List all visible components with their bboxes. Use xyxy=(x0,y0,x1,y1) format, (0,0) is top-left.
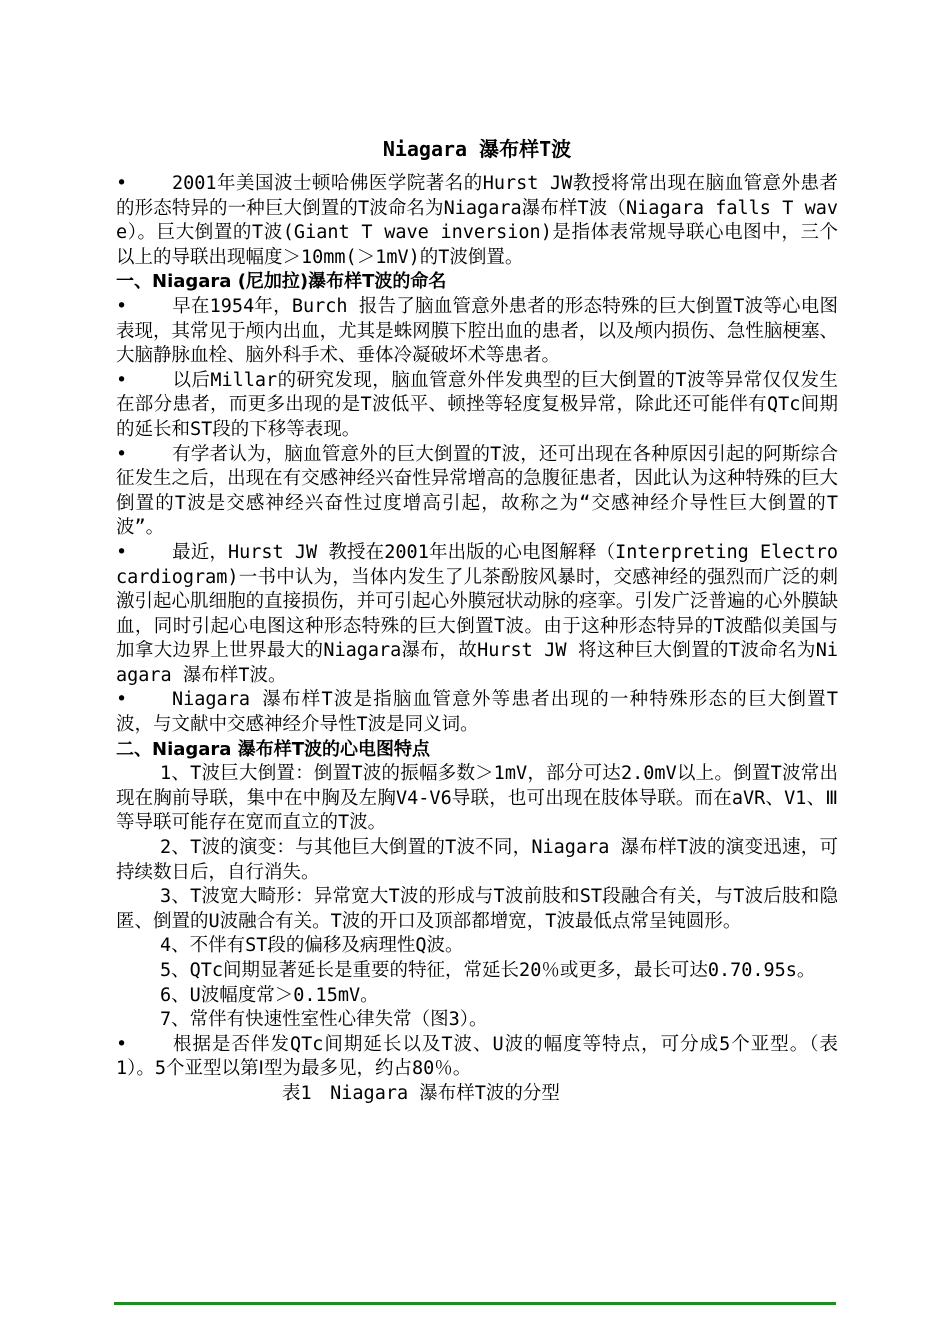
paragraph-text: Niagara 瀑布样T波是指脑血管意外等患者出现的一种特殊形态的巨大倒置T波，与文献中交感神经介导性T波是同义词。 xyxy=(116,689,838,736)
bullet-icon: • xyxy=(116,541,128,563)
paragraph-text: 有学者认为，脑血管意外的巨大倒置的T波，还可出现在各种原因引起的阿斯综合征发生之后，出现在有交感神经兴奋性异常增高的急腹征患者，因此认为这种特殊的巨大倒置的T波是交感神经兴奋性过度增高引起，故称之为“交感神经介导性巨大倒置的T波”。 xyxy=(116,443,838,539)
paragraph-hurst xyxy=(116,541,838,689)
document-title: Niagara 瀑布样T波 xyxy=(382,137,572,161)
bullet-icon: • xyxy=(116,689,128,711)
table-caption: 表1 Niagara 瀑布样T波的分型 xyxy=(282,1082,560,1104)
feature-item-4: 4、不伴有ST段的偏移及病理性Q波。 xyxy=(160,935,464,957)
feature-item-2: 2、T波的演变：与其他巨大倒置的T波不同，Niagara 瀑布样T波的演变迅速，可持续数日后，自行消失。 xyxy=(116,837,838,883)
section-heading-naming: 一、Niagara (尼加拉)瀑布样T波的命名 xyxy=(116,271,447,293)
feature-item-5: 5、QTc间期显著延长是重要的特征，常延长20％或更多，最长可达0.70.95s。 xyxy=(160,960,816,981)
section-heading-ecg-features: 二、Niagara 瀑布样T波的心电图特点 xyxy=(116,738,430,760)
feature-item-6: 6、U波幅度常＞0.15mV。 xyxy=(160,984,379,1006)
paragraph-text: 最近，Hurst JW 教授在2001年出版的心电图解释（Interpreting Electrocardiogram)一书中认为，当体内发生了儿茶酚胺风暴时，交感神经的强烈而广泛的刺激引起心肌细胞的直接损伤，并可引起心外膜冠状动脉的痉挛。引发广泛普遍的心外膜缺血，同时引起心电图这种形态特殊的巨大倒置T波。由于这种形态特异的T波酷似美国与加拿大边界上世界最大的Niagara瀑布，故Hurst JW 将这种巨大倒置的T波命名为Niagara 瀑布样T波。 xyxy=(116,541,838,686)
paragraph-intro xyxy=(116,172,838,270)
bullet-icon: • xyxy=(116,443,128,465)
paragraph-text: 根据是否伴发QTc间期延长以及T波、U波的幅度等特点，可分成5个亚型。（表1）。5个亚型以第Ⅰ型为最多见，约占80％。 xyxy=(116,1033,838,1080)
paragraph-text: 早在1954年，Burch 报告了脑血管意外患者的形态特殊的巨大倒置T波等心电图表现，其常见于颅内出血，尤其是蛛网膜下腔出血的患者，以及颅内损伤、急性脑梗塞、大脑静脉血栓、脑外科手术、垂体冷凝破坏术等患者。 xyxy=(116,295,838,367)
paragraph-text: 2001年美国波士顿哈佛医学院著名的Hurst JW教授将常出现在脑血管意外患者的形态特异的一种巨大倒置的T波命名为Niagara瀑布样T波（Niagara falls T wave）。巨大倒置的T波(Giant T wave inversion)是指体表常规导联心电图中，三个以上的导联出现幅度＞10mm(＞1mV)的T波倒置。 xyxy=(116,173,838,268)
paragraph-subtypes xyxy=(116,1033,838,1082)
bullet-icon: • xyxy=(116,369,128,391)
paragraph-text: 以后Millar的研究发现，脑血管意外伴发典型的巨大倒置的T波等异常仅仅发生在部分患者，而更多出现的是T波低平、顿挫等轻度复极异常，除此还可能伴有QTc间期的延长和ST段的下移等表现。 xyxy=(116,369,838,440)
paragraph-definition xyxy=(116,688,838,737)
feature-item-1: 1、T波巨大倒置：倒置T波的振幅多数＞1mV，部分可达2.0mV以上。倒置T波常出现在胸前导联，集中在中胸及左胸V4-V6导联，也可出现在肢体导联。而在aVR、V1、Ⅲ等导联可能存在宽而直立的T波。 xyxy=(116,763,838,834)
document-body xyxy=(116,134,838,1107)
bullet-icon: • xyxy=(116,1033,128,1055)
paragraph-millar xyxy=(116,369,838,443)
bullet-icon: • xyxy=(116,173,128,194)
bullet-icon: • xyxy=(116,295,128,317)
paragraph-burch xyxy=(116,295,838,369)
feature-item-7: 7、常伴有快速性室性心律失常（图3）。 xyxy=(160,1009,488,1031)
paragraph-sympathetic xyxy=(116,443,838,541)
feature-item-3: 3、T波宽大畸形：异常宽大T波的形成与T波前肢和ST段融合有关，与T波后肢和隐匿、倒置的U波融合有关。T波的开口及顶部都增宽，T波最低点常呈钝圆形。 xyxy=(116,886,838,932)
footer-rule xyxy=(114,1302,836,1305)
